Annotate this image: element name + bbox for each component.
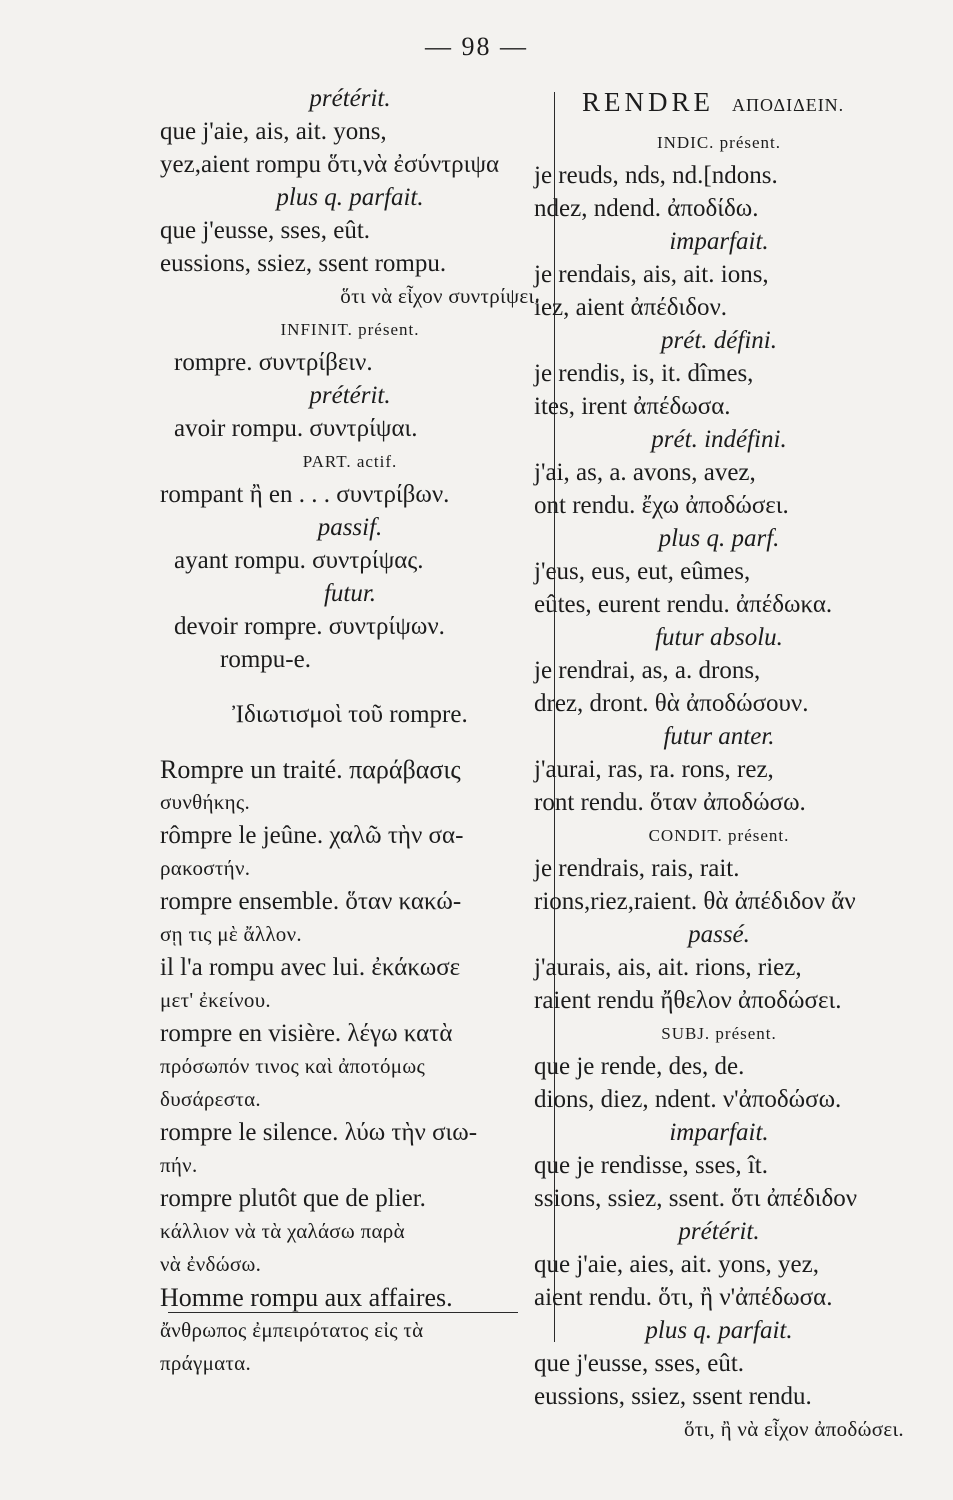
text-line: passé. <box>688 921 750 948</box>
text-line: plus q. parfait. <box>645 1317 793 1344</box>
text-line: prétérit. <box>678 1218 760 1245</box>
text-line: rompre. συντρίβειν. <box>174 349 373 376</box>
text-line: raient rendu ἤθελον ἀποδώσει. <box>534 987 842 1014</box>
text-line: prét. défini. <box>661 327 777 354</box>
text-line: Ἰδιωτισμοὶ τοῦ rompre. <box>232 701 468 728</box>
text-line: CONDIT. présent. <box>648 826 790 845</box>
text-line: πήν. <box>160 1153 198 1177</box>
text-line: eûtes, eurent rendu. ἀπέδωκα. <box>534 591 833 618</box>
text-line: ites, irent ἀπέδωσα. <box>534 393 731 420</box>
text-line: iez, aient ἀπέδιδον. <box>534 294 728 321</box>
entry-heading <box>534 82 904 126</box>
text-line: devoir rompre. συντρίψων. <box>174 613 445 640</box>
text-line: prétérit. <box>309 382 391 409</box>
text-line: que j'eusse, sses, eût. <box>534 1350 745 1377</box>
text-line: ont rendu. ἔχω ἀποδώσει. <box>534 492 789 519</box>
text-line: rompre plutôt que de plier. <box>160 1185 426 1212</box>
text-line: πράγματα. <box>160 1351 252 1375</box>
text-line: je rendis, is, it. dîmes, <box>534 360 754 387</box>
text-line: plus q. parf. <box>658 525 780 552</box>
text-line: prét. indéfini. <box>651 426 787 453</box>
text-line: ayant rompu. συντρίψας. <box>174 547 424 574</box>
text-line: futur absolu. <box>655 624 783 651</box>
text-line: ssions, ssiez, ssent. ὅτι ἀπέδιδον <box>534 1185 858 1212</box>
text-line: δυσάρεστα. <box>160 1087 261 1111</box>
text-line: rompu-e. <box>220 646 311 673</box>
text-line: yez,aient rompu ὅτι,νὰ ἐσύντριψα <box>160 151 500 178</box>
text-line: aient rendu. ὅτι, ἢ ν'ἀπέδωσα. <box>534 1284 833 1311</box>
text-line: ὅτι νὰ εἶχον συντρίψει. <box>340 284 540 308</box>
text-line: que je rendisse, sses, ît. <box>534 1152 768 1179</box>
text-line: rions,riez,raient. θὰ ἀπέδιδον ἄν <box>534 888 856 915</box>
text-line: ρακοστήν. <box>160 856 251 880</box>
text-line: ront rendu. ὅταν ἀποδώσω. <box>534 789 806 816</box>
left-column <box>160 82 540 1380</box>
text-line: j'ai, as, a. avons, avez, <box>534 459 756 486</box>
text-line: que j'eusse, sses, eût. <box>160 217 371 244</box>
text-line: prétérit. <box>309 85 391 112</box>
text-line: je rendrai, as, a. drons, <box>534 657 761 684</box>
text-line: que j'aie, ais, ait. yons, <box>160 118 387 145</box>
text-line: INDIC. présent. <box>656 133 782 152</box>
text-line: plus q. parfait. <box>276 184 424 211</box>
right-column <box>534 82 904 1446</box>
text-line: κάλλιον νὰ τὰ χαλάσω παρὰ <box>160 1219 405 1243</box>
text-line: imparfait. <box>669 1119 769 1146</box>
heading-greek: ΑΠΟΔΙΔΕΙΝ. <box>732 95 845 115</box>
text-line: ὅτι, ἢ νὰ εἶχον ἀποδώσει. <box>683 1417 904 1441</box>
page-number: — 98 — <box>425 32 528 61</box>
text-line: j'aurai, ras, ra. rons, rez, <box>534 756 774 783</box>
text-line: rompre ensemble. ὅταν κακώ- <box>160 888 462 915</box>
bottom-rule <box>168 1312 518 1313</box>
text-line: imparfait. <box>669 228 769 255</box>
text-line: futur anter. <box>663 723 775 750</box>
text-line: PART. actif. <box>302 452 398 471</box>
spacer <box>160 676 540 698</box>
text-line: INFINIT. présent. <box>280 320 420 339</box>
text-line: συνθήκης. <box>160 790 251 814</box>
text-line: drez, dront. θὰ ἀποδώσουν. <box>534 690 809 717</box>
heading-french: RENDRE <box>582 87 714 117</box>
text-line: eussions, ssiez, ssent rendu. <box>534 1383 812 1410</box>
spacer <box>160 731 540 753</box>
text-line: πρόσωπόν τινος καὶ ἀποτόμως <box>160 1054 426 1078</box>
text-line: eussions, ssiez, ssent rompu. <box>160 250 447 277</box>
text-line: ndez, ndend. ἀποδίδω. <box>534 195 759 222</box>
text-line: il l'a rompu avec lui. ἐκάκωσε <box>160 954 461 981</box>
text-line: avoir rompu. συντρίψαι. <box>174 415 418 442</box>
text-line: futur. <box>323 580 377 607</box>
text-line: μετ' ἐκείνου. <box>160 988 271 1012</box>
text-line: je rendrais, rais, rait. <box>534 855 740 882</box>
conjugation-list <box>534 126 904 1446</box>
text-line: SUBJ. présent. <box>661 1024 777 1043</box>
text-line: νὰ ἐνδώσω. <box>160 1252 262 1276</box>
text-line: je reuds, nds, nd.[ndons. <box>534 162 778 189</box>
text-line: que je rende, des, de. <box>534 1053 745 1080</box>
text-line: que j'aie, aies, ait. yons, yez, <box>534 1251 819 1278</box>
text-line: rompant ἢ en . . . συντρίβων. <box>160 481 450 508</box>
text-line: rompre le silence. λύω τὴν σιω- <box>160 1119 478 1146</box>
text-line: rompre en visière. λέγω κατὰ <box>160 1020 453 1047</box>
text-line: j'eus, eus, eut, eûmes, <box>534 558 751 585</box>
text-line: Rompre un traité. παράβασις <box>160 755 461 784</box>
text-line: j'aurais, ais, ait. rions, riez, <box>534 954 802 981</box>
text-line: ἄνθρωπος ἐμπειρότατος εἰς τὰ <box>160 1318 424 1342</box>
text-line: je rendais, ais, ait. ions, <box>534 261 769 288</box>
text-line: σῃ τις μὲ ἄλλον. <box>160 922 302 946</box>
text-line: dions, diez, ndent. ν'ἀποδώσω. <box>534 1086 842 1113</box>
text-line: Homme rompu aux affaires. <box>160 1283 453 1312</box>
text-line: rômpre le jeûne. χαλῶ τὴν σα- <box>160 822 464 849</box>
text-line: passif. <box>317 514 383 541</box>
